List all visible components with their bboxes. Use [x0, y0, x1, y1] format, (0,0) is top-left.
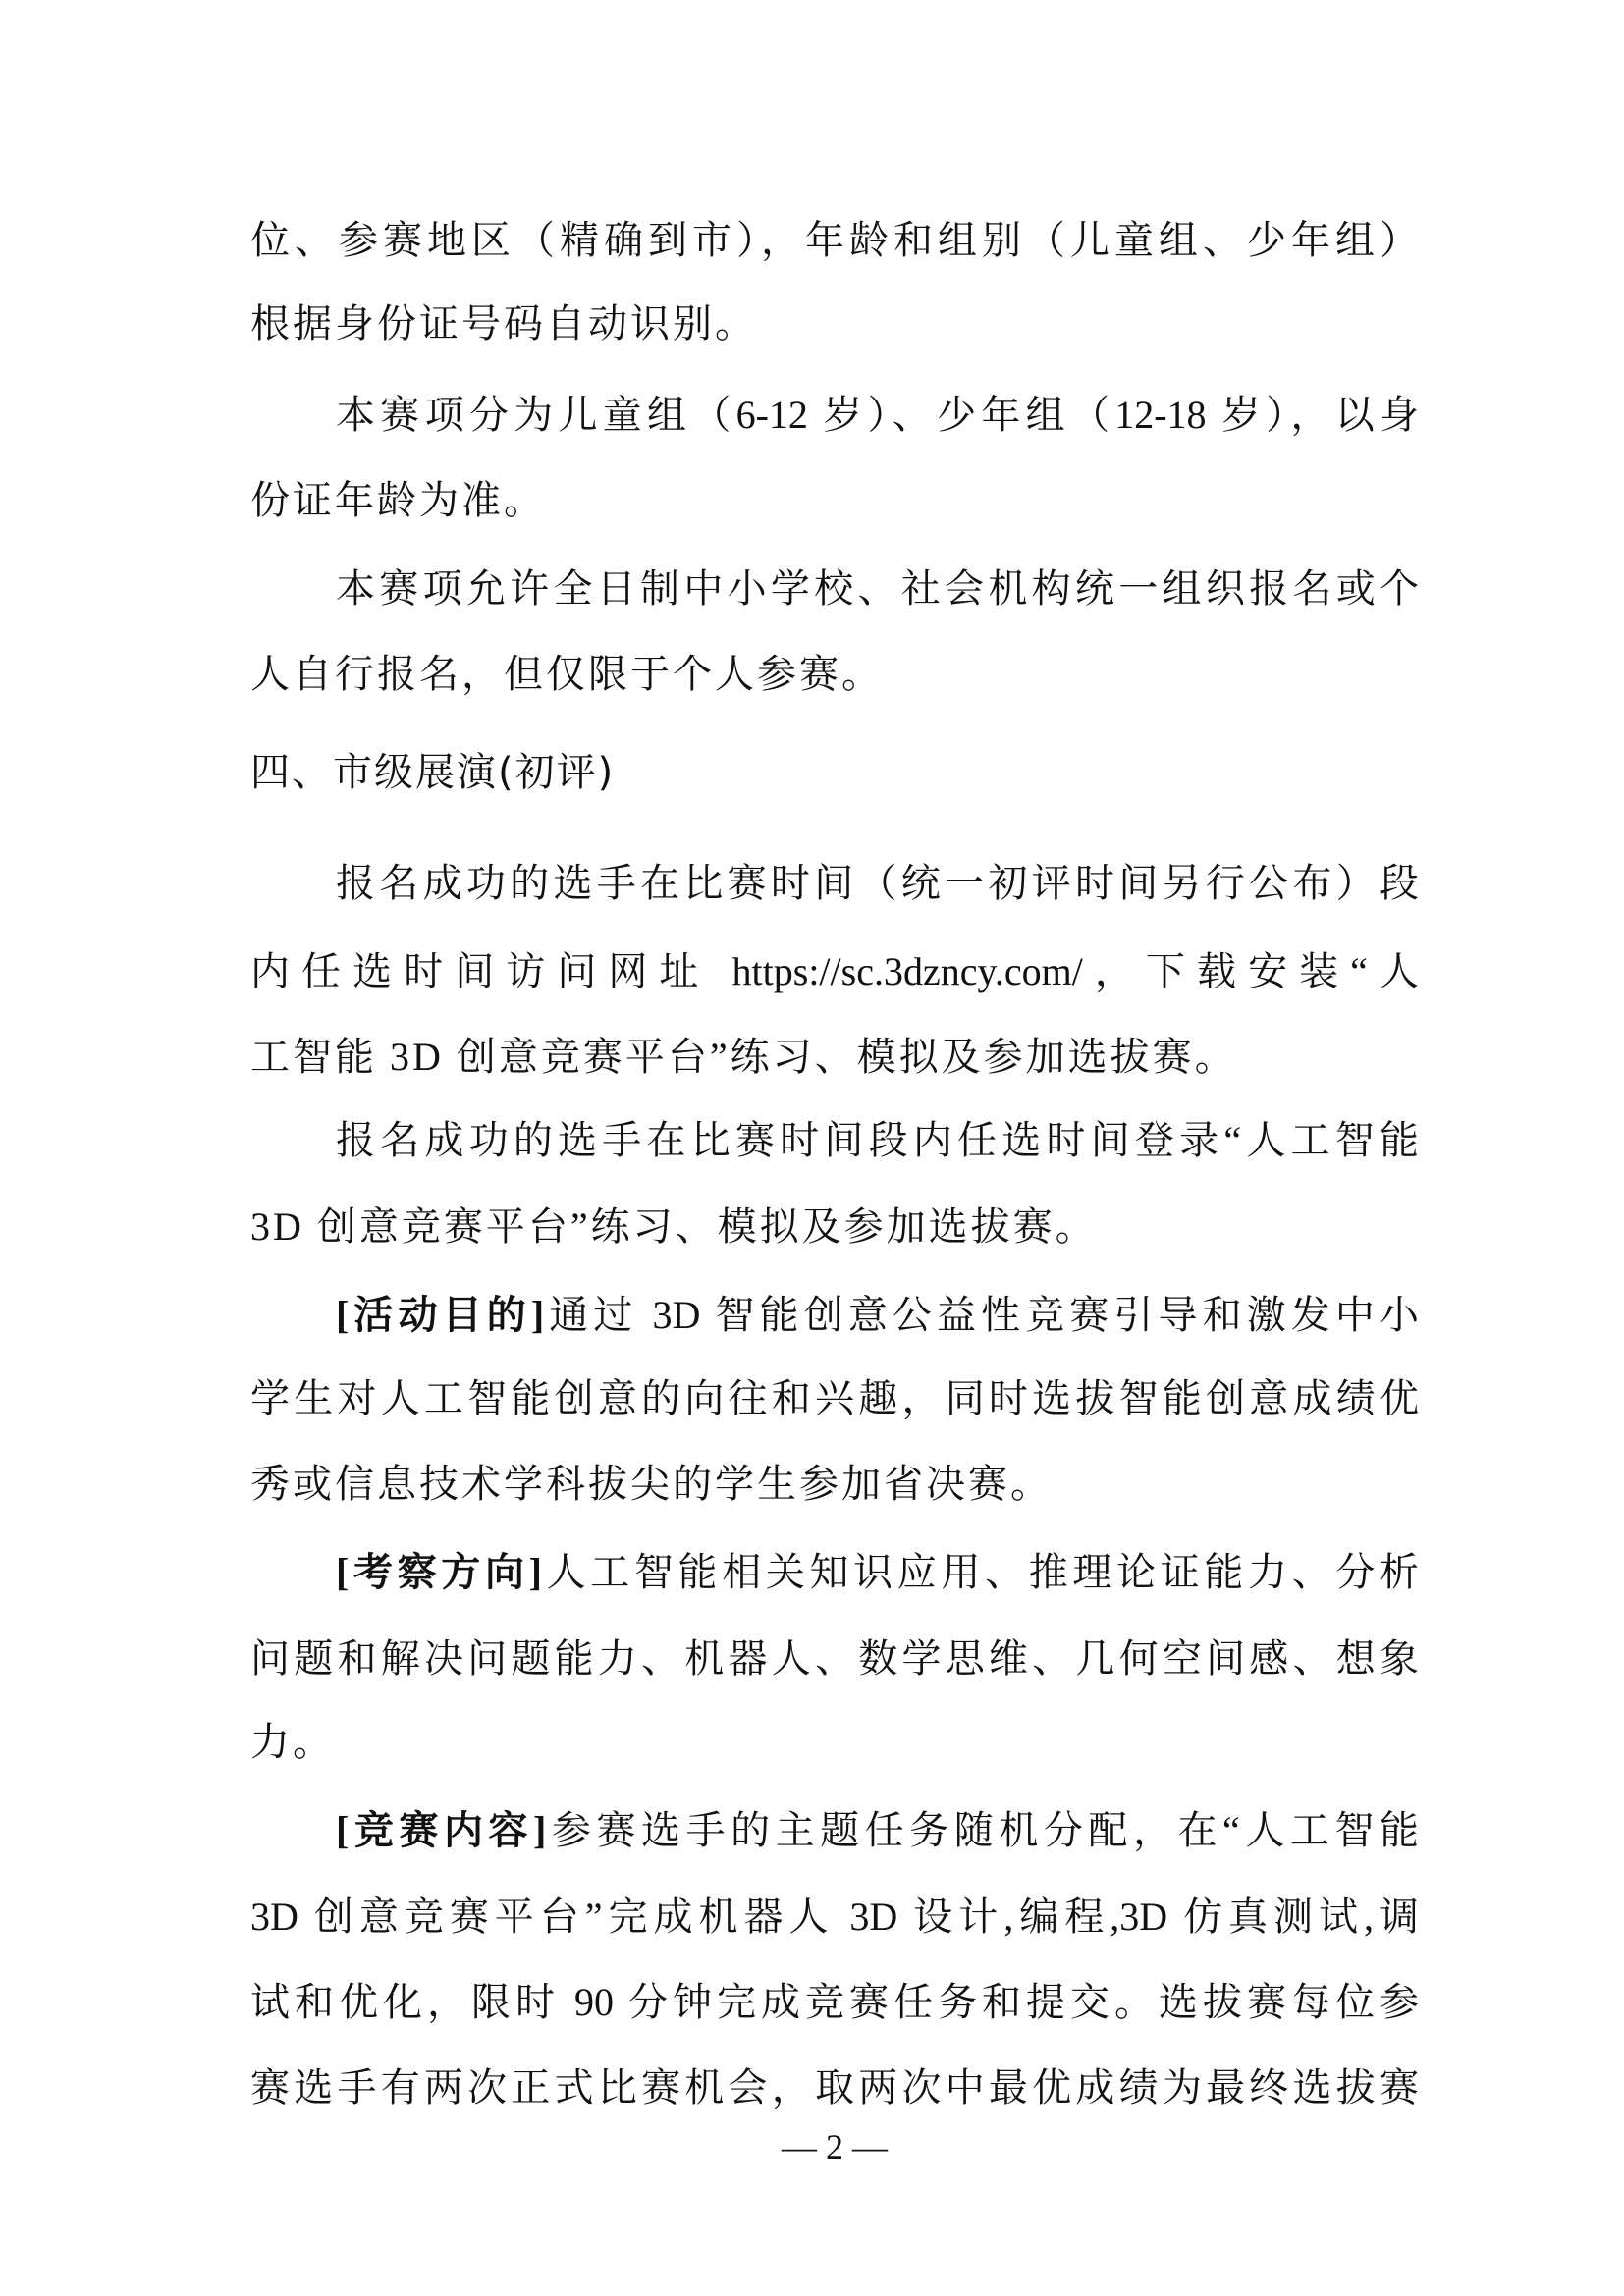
paragraph-line	[336, 1543, 1419, 1602]
paragraph-line: 报名成功的选手在比赛时间（统一初评时间另行公布）段	[336, 861, 1419, 905]
paragraph-line: 本赛项分为儿童组（6-12 岁）、少年组（12-18 岁），以身	[336, 393, 1419, 437]
activity-purpose-label: [活动目的]	[336, 1293, 545, 1337]
paragraph-line: 问题和解决问题能力、机器人、数学思维、几何空间感、想象	[250, 1636, 1419, 1681]
paragraph-line: 人自行报名，但仅限于个人参赛。	[250, 652, 884, 696]
paragraph-line: 秀或信息技术学科拔尖的学生参加省决赛。	[250, 1462, 1053, 1506]
paragraph-line-text: 参赛选手的主题任务随机分配，在“人工智能	[546, 1808, 1419, 1852]
paragraph-line: 份证年龄为准。	[250, 478, 546, 522]
paragraph-line: 3D 创意竞赛平台”完成机器人 3D 设计,编程,3D 仿真测试,调	[250, 1895, 1419, 1939]
paragraph-line: 报名成功的选手在比赛时间段内任选时间登录“人工智能	[336, 1118, 1419, 1162]
page-number: — 2 —	[782, 2127, 888, 2166]
paragraph-line-text: 人工智能相关知识应用、推理论证能力、分析	[541, 1550, 1420, 1594]
paragraph-line: 位、参赛地区（精确到市），年龄和组别（儿童组、少年组）	[250, 218, 1419, 262]
paragraph-line: 本赛项允许全日制中小学校、社会机构统一组织报名或个	[336, 566, 1419, 611]
paragraph-line: 力。	[250, 1720, 335, 1764]
section-heading: 四、市级展演(初评)	[250, 750, 616, 795]
competition-content-label: [竞赛内容]	[336, 1808, 547, 1852]
paragraph-line: 试和优化，限时 90 分钟完成竞赛任务和提交。选拔赛每位参	[250, 1980, 1419, 2024]
paragraph-line: 3D 创意竞赛平台”练习、模拟及参加选拔赛。	[250, 1204, 1098, 1249]
paragraph-line-text: 通过 3D 智能创意公益性竞赛引导和激发中小	[544, 1293, 1420, 1337]
paragraph-line: 工智能 3D 创意竞赛平台”练习、模拟及参加选拔赛。	[250, 1035, 1237, 1079]
paragraph-line: 根据身份证号码自动识别。	[250, 301, 757, 346]
assessment-direction-label: [考察方向]	[336, 1550, 542, 1594]
paragraph-line: 学生对人工智能创意的向往和兴趣，同时选拔智能创意成绩优	[250, 1376, 1419, 1420]
paragraph-line	[336, 1801, 1419, 1860]
paragraph-line: 内任选时间访问网址 https://sc.3dzncy.com/，下载安装“人	[250, 949, 1419, 993]
paragraph-line: 赛选手有两次正式比赛机会，取两次中最优成绩为最终选拔赛	[250, 2065, 1419, 2109]
paragraph-line	[336, 1286, 1419, 1345]
